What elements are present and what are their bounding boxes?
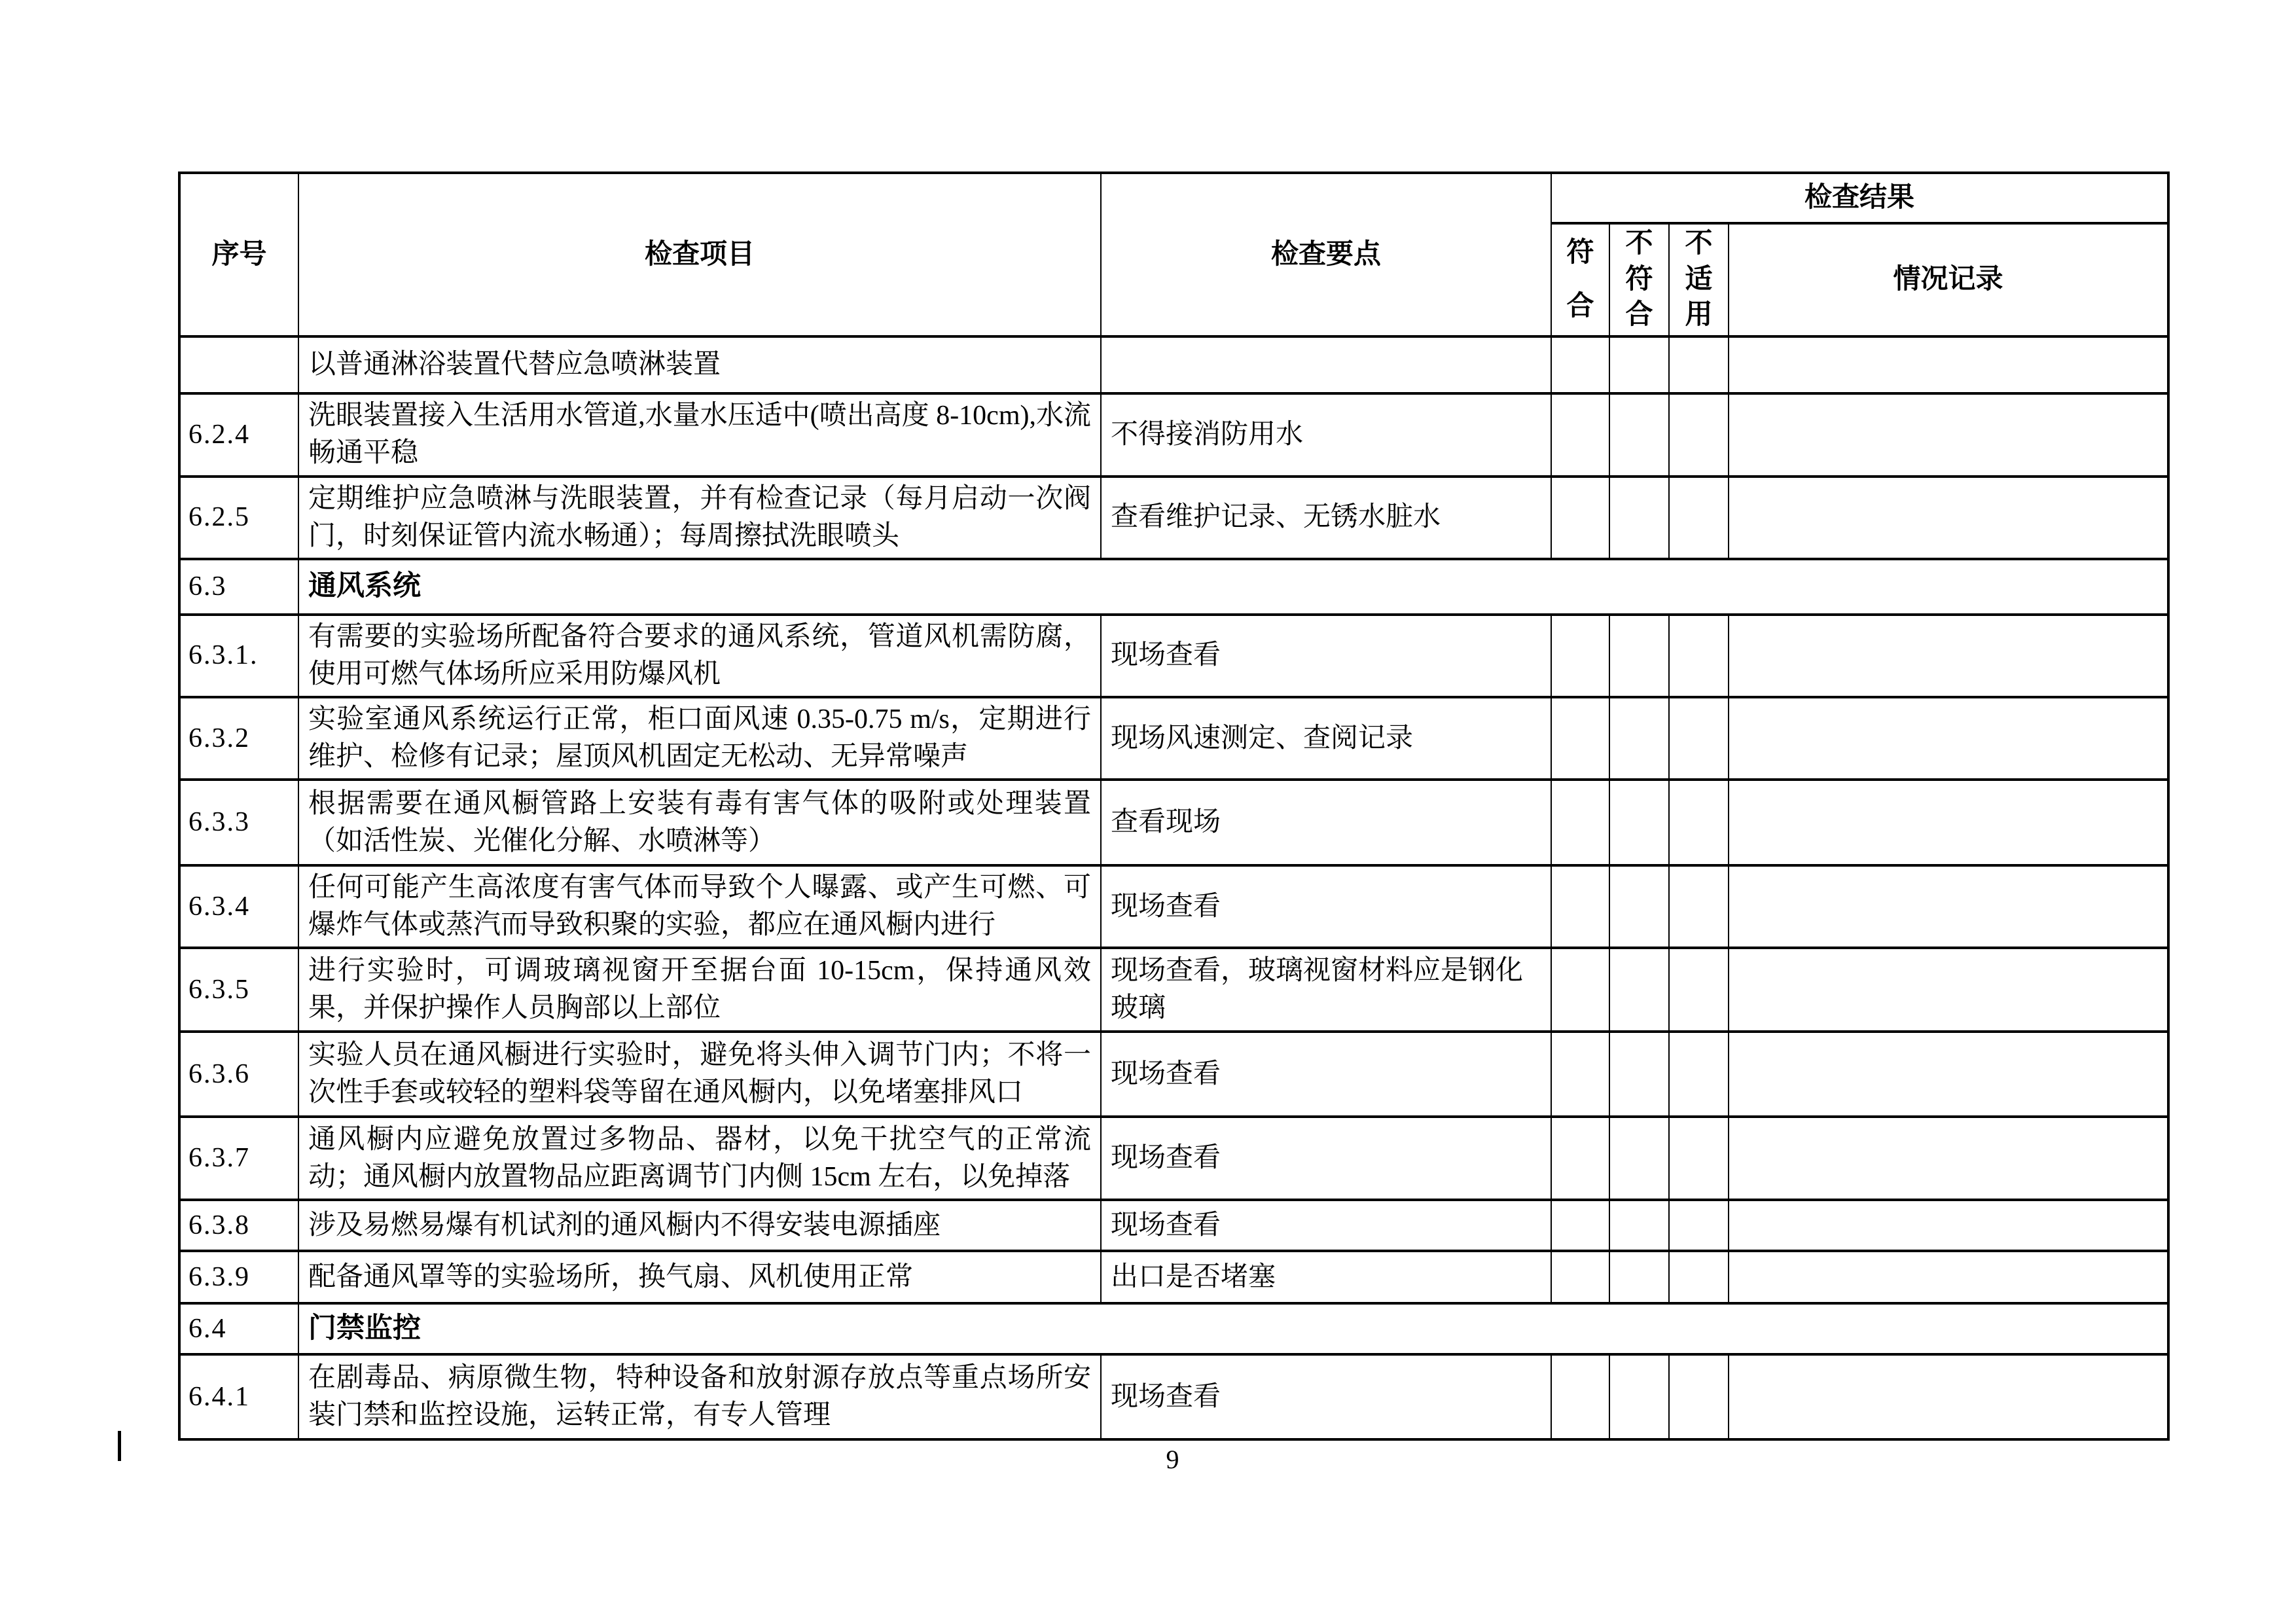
row-na-cell <box>1669 393 1729 476</box>
table-row <box>179 393 2168 476</box>
row-fail-cell <box>1609 615 1669 697</box>
row-serial <box>179 336 298 393</box>
table-row <box>179 780 2168 865</box>
row-fail-cell <box>1609 336 1669 393</box>
page-number: 9 <box>1166 1445 1179 1474</box>
row-fail-cell <box>1609 393 1669 476</box>
row-serial: 6.3.3 <box>179 780 298 865</box>
row-na-cell <box>1669 1251 1729 1303</box>
row-fail-cell <box>1609 1354 1669 1439</box>
row-point-text: 现场查看 <box>1101 865 1551 948</box>
row-point-text: 现场查看 <box>1101 1117 1551 1200</box>
row-fail-cell <box>1609 948 1669 1032</box>
row-na-cell <box>1669 865 1729 948</box>
table-row <box>179 1117 2168 1200</box>
section-title: 通风系统 <box>298 559 2168 615</box>
col-header-serial: 序号 <box>179 173 298 336</box>
row-item-text: 在剧毒品、病原微生物，特种设备和放射源存放点等重点场所安装门禁和监控设施，运转正常，有专人管理 <box>298 1354 1101 1439</box>
row-na-cell <box>1669 336 1729 393</box>
row-pass-cell <box>1551 336 1609 393</box>
row-serial: 6.3.5 <box>179 948 298 1032</box>
row-point-text: 现场查看 <box>1101 1354 1551 1439</box>
row-record-cell <box>1729 1117 2168 1200</box>
row-pass-cell <box>1551 1200 1609 1251</box>
row-record-cell <box>1729 780 2168 865</box>
col-header-pass <box>1551 223 1609 336</box>
row-pass-cell <box>1551 615 1609 697</box>
inspection-checklist-table <box>178 171 2170 1441</box>
row-record-cell <box>1729 615 2168 697</box>
row-na-cell <box>1669 780 1729 865</box>
row-fail-cell <box>1609 780 1669 865</box>
row-item-text: 涉及易燃易爆有机试剂的通风橱内不得安装电源插座 <box>298 1200 1101 1251</box>
table-row <box>179 1200 2168 1251</box>
col-header-result-group: 检查结果 <box>1551 173 2168 223</box>
row-point-text: 现场查看 <box>1101 615 1551 697</box>
row-serial: 6.3.1. <box>179 615 298 697</box>
row-record-cell <box>1729 477 2168 559</box>
row-pass-cell <box>1551 948 1609 1032</box>
row-serial: 6.4.1 <box>179 1354 298 1439</box>
row-fail-cell <box>1609 477 1669 559</box>
row-serial: 6.3.9 <box>179 1251 298 1303</box>
row-fail-cell <box>1609 1200 1669 1251</box>
row-na-cell <box>1669 1354 1729 1439</box>
section-serial: 6.3 <box>179 559 298 615</box>
row-fail-cell <box>1609 697 1669 780</box>
row-serial: 6.3.4 <box>179 865 298 948</box>
table-row <box>179 865 2168 948</box>
row-pass-cell <box>1551 393 1609 476</box>
col-header-record: 情况记录 <box>1729 223 2168 336</box>
col-header-pass-label: 符合 <box>1566 237 1594 321</box>
row-fail-cell <box>1609 1251 1669 1303</box>
row-point-text: 出口是否堵塞 <box>1101 1251 1551 1303</box>
row-pass-cell <box>1551 477 1609 559</box>
row-serial: 6.3.6 <box>179 1032 298 1117</box>
table-row <box>179 336 2168 393</box>
row-item-text: 定期维护应急喷淋与洗眼装置，并有检查记录（每月启动一次阀门，时刻保证管内流水畅通）；每周擦拭洗眼喷头 <box>298 477 1101 559</box>
row-record-cell <box>1729 1200 2168 1251</box>
row-record-cell <box>1729 393 2168 476</box>
row-fail-cell <box>1609 1117 1669 1200</box>
row-point-text: 不得接消防用水 <box>1101 393 1551 476</box>
table-row <box>179 948 2168 1032</box>
row-point-text <box>1101 336 1551 393</box>
row-point-text: 现场查看，玻璃视窗材料应是钢化玻璃 <box>1101 948 1551 1032</box>
row-record-cell <box>1729 948 2168 1032</box>
row-pass-cell <box>1551 1251 1609 1303</box>
row-record-cell <box>1729 697 2168 780</box>
row-pass-cell <box>1551 1354 1609 1439</box>
col-header-fail <box>1609 223 1669 336</box>
section-row <box>179 1303 2168 1354</box>
row-na-cell <box>1669 477 1729 559</box>
row-point-text: 现场查看 <box>1101 1032 1551 1117</box>
row-item-text: 任何可能产生高浓度有害气体而导致个人曝露、或产生可燃、可爆炸气体或蒸汽而导致积聚的实验，都应在通风橱内进行 <box>298 865 1101 948</box>
table-row <box>179 697 2168 780</box>
row-serial: 6.2.5 <box>179 477 298 559</box>
row-pass-cell <box>1551 865 1609 948</box>
row-na-cell <box>1669 948 1729 1032</box>
margin-change-bar <box>118 1431 121 1461</box>
row-item-text: 进行实验时，可调玻璃视窗开至据台面 10-15cm，保持通风效果，并保护操作人员胸部以上部位 <box>298 948 1101 1032</box>
row-pass-cell <box>1551 1117 1609 1200</box>
row-pass-cell <box>1551 1032 1609 1117</box>
row-fail-cell <box>1609 1032 1669 1117</box>
row-serial: 6.2.4 <box>179 393 298 476</box>
row-serial: 6.3.7 <box>179 1117 298 1200</box>
row-serial: 6.3.8 <box>179 1200 298 1251</box>
section-serial: 6.4 <box>179 1303 298 1354</box>
row-record-cell <box>1729 865 2168 948</box>
row-na-cell <box>1669 615 1729 697</box>
row-item-text: 洗眼装置接入生活用水管道,水量水压适中(喷出高度 8-10cm),水流畅通平稳 <box>298 393 1101 476</box>
row-record-cell <box>1729 336 2168 393</box>
col-header-fail-label: 不符合 <box>1625 228 1653 331</box>
row-item-text: 实验室通风系统运行正常，柜口面风速 0.35-0.75 m/s，定期进行维护、检修有记录；屋顶风机固定无松动、无异常噪声 <box>298 697 1101 780</box>
section-title: 门禁监控 <box>298 1303 2168 1354</box>
table-row <box>179 615 2168 697</box>
row-fail-cell <box>1609 865 1669 948</box>
col-header-na-label: 不适用 <box>1685 228 1713 331</box>
row-item-text: 通风橱内应避免放置过多物品、器材，以免干扰空气的正常流动；通风橱内放置物品应距离调节门内侧 15cm 左右，以免掉落 <box>298 1117 1101 1200</box>
row-item-text: 实验人员在通风橱进行实验时，避免将头伸入调节门内；不将一次性手套或较轻的塑料袋等留在通风橱内，以免堵塞排风口 <box>298 1032 1101 1117</box>
row-na-cell <box>1669 697 1729 780</box>
col-header-item: 检查项目 <box>298 173 1101 336</box>
table-row <box>179 1251 2168 1303</box>
table-row <box>179 477 2168 559</box>
col-header-point: 检查要点 <box>1101 173 1551 336</box>
row-point-text: 现场风速测定、查阅记录 <box>1101 697 1551 780</box>
row-serial: 6.3.2 <box>179 697 298 780</box>
header-row-1 <box>179 173 2168 223</box>
row-point-text: 查看现场 <box>1101 780 1551 865</box>
row-item-text: 根据需要在通风橱管路上安装有毒有害气体的吸附或处理装置（如活性炭、光催化分解、水喷淋等） <box>298 780 1101 865</box>
row-pass-cell <box>1551 780 1609 865</box>
row-item-text: 配备通风罩等的实验场所，换气扇、风机使用正常 <box>298 1251 1101 1303</box>
row-record-cell <box>1729 1032 2168 1117</box>
section-row <box>179 559 2168 615</box>
row-point-text: 查看维护记录、无锈水脏水 <box>1101 477 1551 559</box>
row-na-cell <box>1669 1200 1729 1251</box>
table-row <box>179 1032 2168 1117</box>
row-na-cell <box>1669 1117 1729 1200</box>
col-header-na <box>1669 223 1729 336</box>
row-item-text: 以普通淋浴装置代替应急喷淋装置 <box>298 336 1101 393</box>
row-point-text: 现场查看 <box>1101 1200 1551 1251</box>
row-record-cell <box>1729 1354 2168 1439</box>
row-pass-cell <box>1551 697 1609 780</box>
table-row <box>179 1354 2168 1439</box>
row-na-cell <box>1669 1032 1729 1117</box>
row-record-cell <box>1729 1251 2168 1303</box>
row-item-text: 有需要的实验场所配备符合要求的通风系统，管道风机需防腐，使用可燃气体场所应采用防爆风机 <box>298 615 1101 697</box>
